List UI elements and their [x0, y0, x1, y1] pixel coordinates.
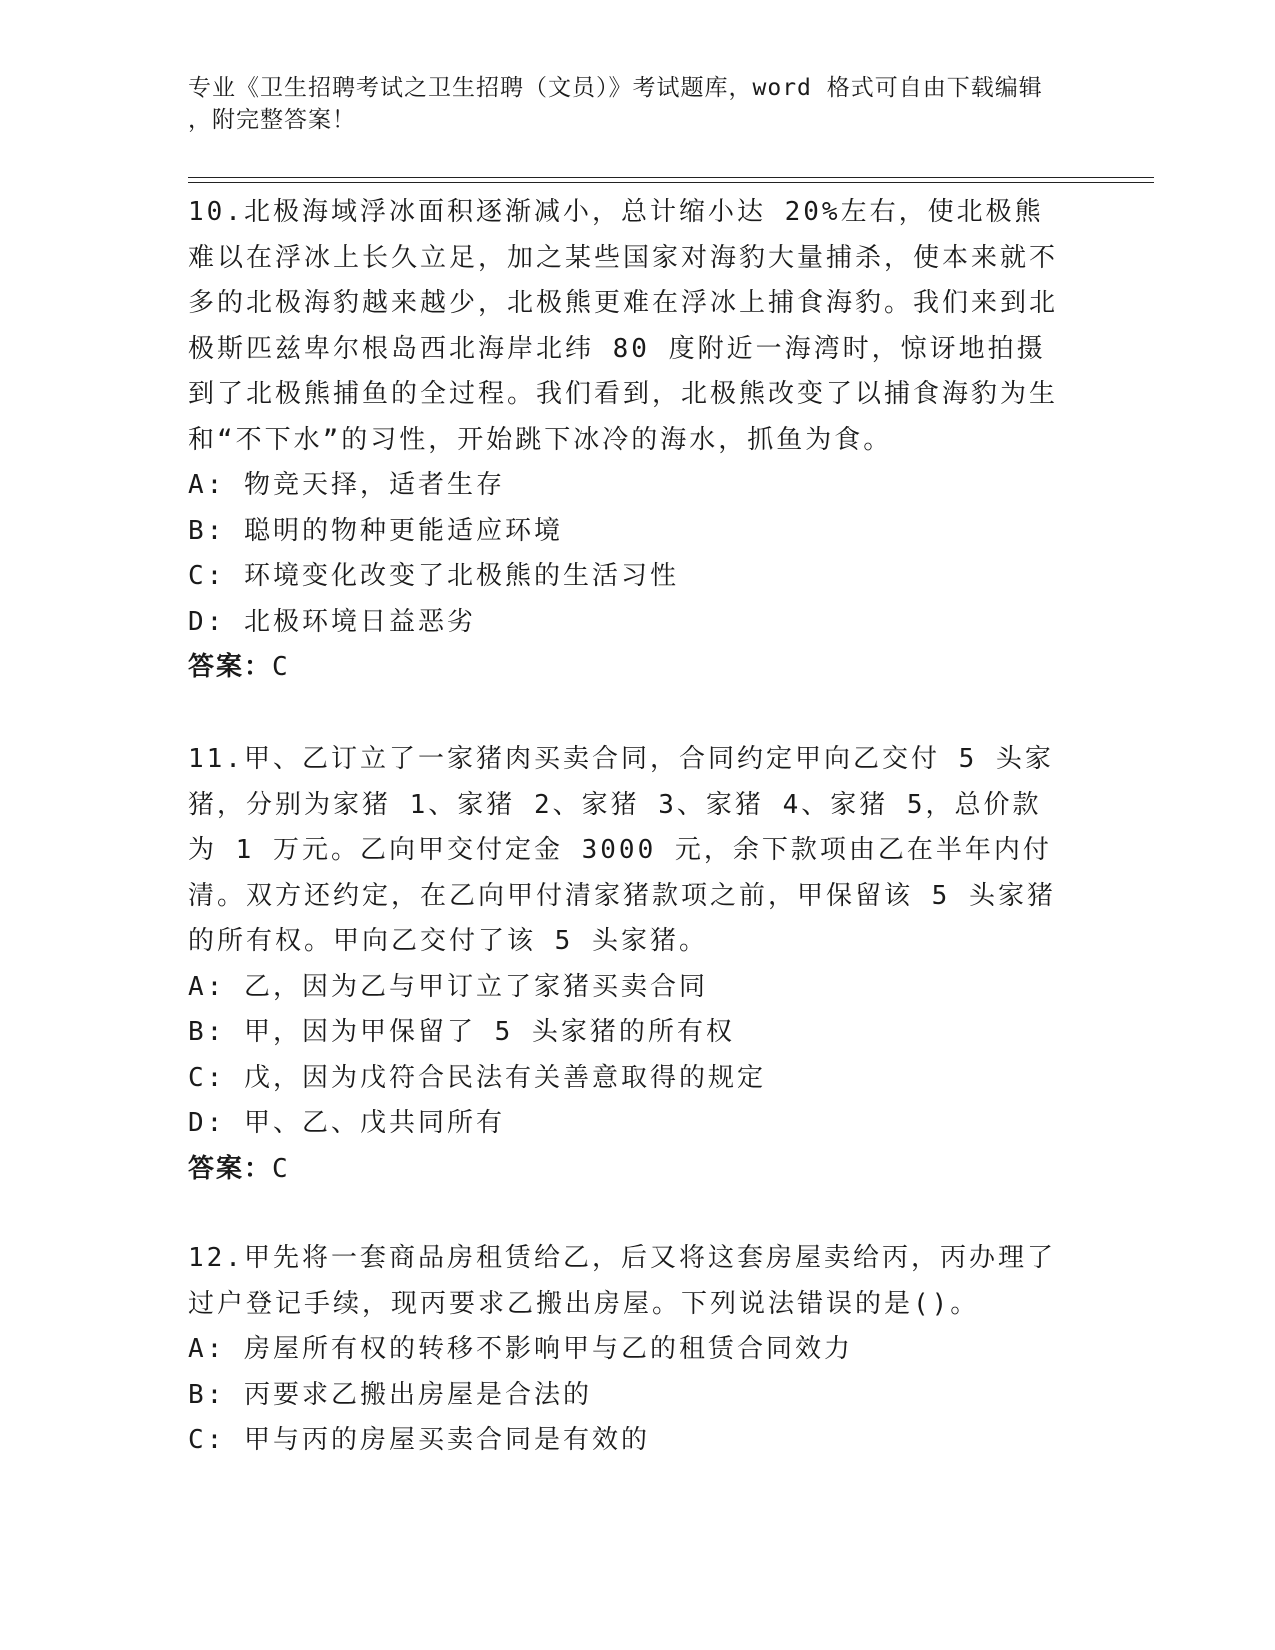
- option-d: D: 甲、乙、戊共同所有: [188, 1108, 505, 1138]
- answer-label: 答案：: [188, 1153, 273, 1184]
- question-12: [188, 1236, 1068, 1464]
- answer-label: 答案：: [188, 652, 273, 682]
- option-b: B: 丙要求乙搬出房屋是合法的: [188, 1379, 592, 1410]
- option-c: C: 环境变化改变了北极熊的生活习性: [188, 561, 679, 591]
- question-text: 10.北极海域浮冰面积逐渐减小，总计缩小达 20%左右，使北极熊难以在浮冰上长久立足，加之某些国家对海豹大量捕杀，使本来就不多的北极海豹越来越少，北极熊更难在浮冰上捕食海豹。我们来到北极斯匹兹卑尔根岛西北海岸北纬 80 度附近一海湾时，惊讶地拍摄到了北极熊捕鱼的全过程。我们看到，北极熊改变了以捕食海豹为生和“不下水”的习性，开始跳下冰冷的海水，抓鱼为食。: [188, 197, 1059, 455]
- question-text: 11.甲、乙订立了一家猪肉买卖合同，合同约定甲向乙交付 5 头家猪，分别为家猪 1、家猪 2、家猪 3、家猪 4、家猪 5，总价款为 1 万元。乙向甲交付定金 3000 元，余下款项由乙在半年内付清。双方还约定，在乙向甲付清家猪款项之前，甲保留该 5 头家猪的所有权。甲向乙交付了该 5 头家猪。: [188, 744, 1056, 956]
- answer-line: [188, 645, 1068, 691]
- document-header: 专业《卫生招聘考试之卫生招聘（文员）》考试题库，word 格式可自由下载编辑 ，附完整答案！: [188, 75, 1043, 133]
- header-divider-bottom: [188, 182, 1154, 183]
- option-c: C: 甲与丙的房屋买卖合同是有效的: [188, 1425, 650, 1455]
- answer-value: C: [272, 652, 290, 682]
- answer-line: [188, 1147, 1068, 1193]
- option-b: B: 聪明的物种更能适应环境: [188, 515, 563, 546]
- answer-value: C: [272, 1153, 290, 1184]
- option-a: A: 物竞天择，适者生存: [188, 470, 505, 500]
- question-10: [188, 190, 1068, 691]
- header-divider-top: [188, 177, 1154, 178]
- option-c: C: 戊，因为戊符合民法有关善意取得的规定: [188, 1062, 766, 1093]
- option-a: A: 房屋所有权的转移不影响甲与乙的租赁合同效力: [188, 1334, 853, 1364]
- question-11: [188, 737, 1068, 1192]
- question-text: 12.甲先将一套商品房租赁给乙，后又将这套房屋卖给丙，丙办理了过户登记手续，现丙要求乙搬出房屋。下列说法错误的是()。: [188, 1243, 1056, 1319]
- option-b: B: 甲，因为甲保留了 5 头家猪的所有权: [188, 1017, 735, 1047]
- option-a: A: 乙，因为乙与甲订立了家猪买卖合同: [188, 971, 708, 1002]
- option-d: D: 北极环境日益恶劣: [188, 606, 476, 637]
